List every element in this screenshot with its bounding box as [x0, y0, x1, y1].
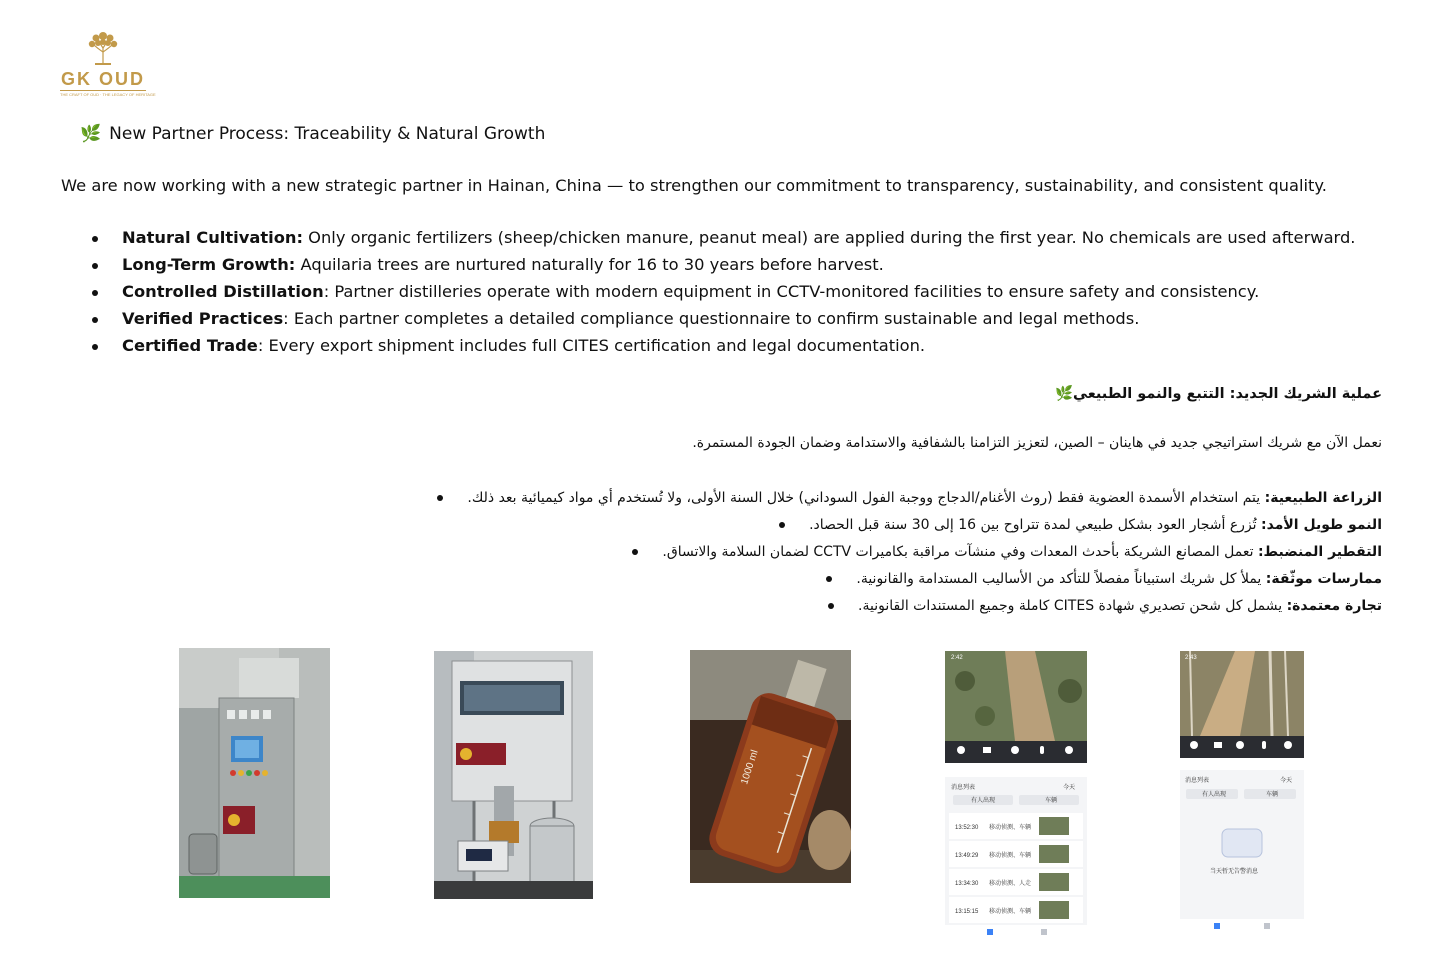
filter-vehicle-label: 车辆 [1266, 792, 1279, 798]
bullet-text: : Partner distilleries operate with modern equipment in CCTV-monitored facilities to ensure safety and consistency. [323, 282, 1260, 301]
list-item [89, 227, 1355, 254]
bullet-label: Long-Term Growth: [122, 255, 296, 274]
row-time: 13:34:30 [955, 881, 979, 887]
photo-distillation-machine [179, 648, 330, 898]
bullet-text: Only organic fertilizers (sheep/chicken manure, peanut meal) are applied during the first year. No chemicals are used afterward. [303, 228, 1356, 247]
english-title-text: New Partner Process: Traceability & Natural Growth [109, 124, 546, 144]
bullet-dot [437, 495, 443, 501]
bullet-dot [632, 549, 638, 555]
bullet-dot [779, 522, 785, 528]
bullet-text: تُزرع أشجار العود بشكل طبيعي لمدة تتراوح بين 16 إلى 30 سنة قبل الحصاد. [809, 517, 1262, 533]
bullet-text: : Every export shipment includes full CITES certification and legal documentation. [257, 336, 926, 355]
table-row [949, 813, 1083, 839]
tab-record-label: 消息列表 [1185, 778, 1210, 784]
bullet-text: Aquilaria trees are nurtured naturally for 16 to 30 years before harvest. [295, 255, 884, 274]
row-label: 移动侦测、车辆 [989, 909, 1032, 915]
row-time: 13:49:29 [955, 853, 979, 859]
brand-logo [60, 30, 156, 100]
row-label: 移动侦测、人走 [989, 881, 1032, 887]
arabic-list-item [632, 540, 1382, 564]
bullet-text: تعمل المصانع الشريكة بأحدث المعدات وفي منشآت مراقبة بكاميرات CCTV لضمان السلامة والاتساق. [662, 544, 1258, 560]
bullet-label: Natural Cultivation: [122, 228, 303, 247]
row-label: 移动侦测、车辆 [989, 853, 1032, 859]
arabic-list-item [779, 513, 1382, 537]
filter-vehicle-label: 车辆 [1045, 798, 1058, 804]
bullet-label: ممارسات موثّقة: [1265, 571, 1382, 587]
bullet-text: : Each partner completes a detailed compliance questionnaire to confirm sustainable and legal methods. [283, 309, 1140, 328]
arabic-list-item [828, 594, 1382, 618]
photo-cctv-app-list [945, 651, 1087, 941]
leaf-icon: 🌿 [1054, 386, 1074, 402]
list-item [89, 308, 1355, 335]
tab-record-label: 消息列表 [951, 785, 976, 791]
logo-name: GK OUD [61, 69, 145, 89]
tree-logo-icon [83, 30, 123, 66]
list-item [89, 254, 1355, 281]
filter-person-label: 有人出现 [971, 798, 996, 804]
list-item [89, 281, 1355, 308]
bullet-label: التقطير المنضبط: [1257, 544, 1382, 560]
cctv-app-empty-screenshot [1180, 651, 1304, 938]
cctv-app-screenshot [945, 651, 1087, 941]
table-row [949, 841, 1083, 867]
status-time: 2:43 [1185, 655, 1197, 661]
arabic-intro: نعمل الآن مع شريك استراتيجي جديد في هاينان – الصين، لتعزيز التزامنا بالشفافية والاستدامة وضمان الجودة المستمرة. [692, 435, 1382, 451]
arabic-list-item [437, 486, 1382, 510]
table-row [949, 897, 1083, 923]
distillation-equipment-image [434, 651, 593, 899]
bullet-text: يشمل كل شحن تصديري شهادة CITES كاملة وجميع المستندات القانونية. [858, 598, 1287, 614]
empty-state-text: 当天暂无告警消息 [1210, 869, 1259, 875]
photo-oud-oil-bottle [690, 650, 851, 883]
bullet-text: يتم استخدام الأسمدة العضوية فقط (روث الأغنام/الدجاج ووجبة الفول السوداني) خلال السنة الأولى، ولا تُستخدم أي مواد كيميائية بعد ذلك. [467, 490, 1265, 506]
status-time: 2:42 [951, 655, 963, 661]
bullet-text: يملأ كل شريك استبياناً مفصلاً للتأكد من الأساليب المستدامة والقانونية. [856, 571, 1266, 587]
row-label: 移动侦测、车辆 [989, 825, 1032, 831]
english-intro: We are now working with a new strategic partner in Hainan, China — to strengthen our commitment to transparency, sustainability, and consistent quality. [61, 176, 1327, 195]
bullet-label: Verified Practices [122, 309, 284, 328]
photo-distillation-equipment [434, 651, 593, 899]
today-label: 今天 [1280, 778, 1293, 784]
arabic-title [1047, 385, 1382, 402]
row-time: 13:52:30 [955, 825, 979, 831]
list-item [89, 335, 1355, 362]
english-title [80, 124, 545, 144]
english-bullet-list [89, 227, 1355, 362]
today-label: 今天 [1063, 785, 1076, 791]
bullet-label: الزراعة الطبيعية: [1264, 490, 1382, 506]
bullet-label: النمو طويل الأمد: [1261, 517, 1382, 533]
bullet-label: Controlled Distillation [122, 282, 324, 301]
filter-person-label: 有人出现 [1202, 792, 1227, 798]
photo-cctv-app-empty [1180, 651, 1304, 938]
bullet-label: تجارة معتمدة: [1286, 598, 1382, 614]
bottle-volume-label: 1000 ml [739, 748, 761, 786]
arabic-list-item [826, 567, 1382, 591]
row-time: 13:15:15 [955, 909, 979, 915]
arabic-title-text: عملية الشريك الجديد: التتبع والنمو الطبيعي [1073, 386, 1382, 402]
oud-oil-bottle-image [690, 650, 851, 883]
distillation-machine-image [179, 648, 330, 898]
bullet-label: Certified Trade [122, 336, 258, 355]
bullet-dot [828, 603, 834, 609]
leaf-icon: 🌿 [80, 124, 102, 144]
bullet-dot [826, 576, 832, 582]
logo-tagline: THE CRAFT OF OUD · THE LEGACY OF HERITAGE [60, 92, 156, 97]
table-row [949, 869, 1083, 895]
